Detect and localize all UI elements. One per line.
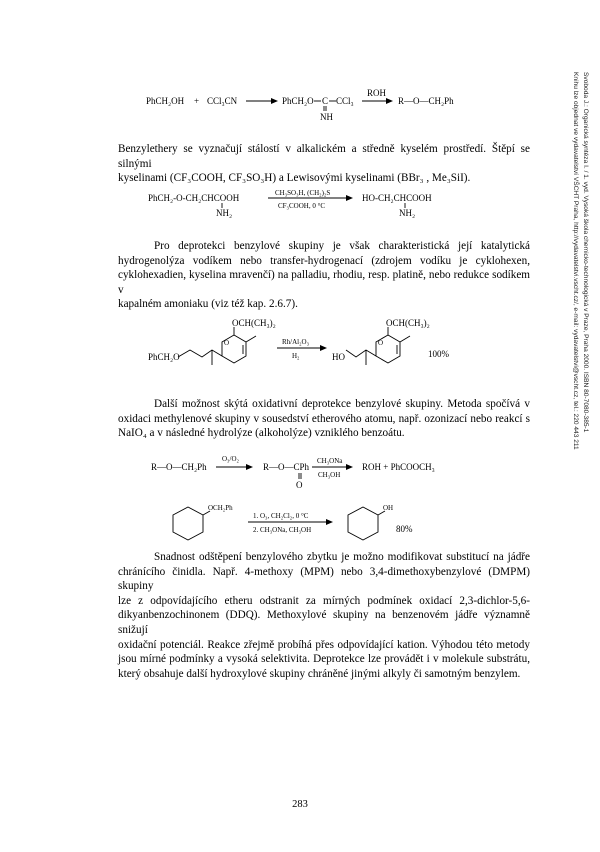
- scheme4-products: ROH + PhCOOCH₃: [362, 462, 435, 472]
- paragraph2-line1: Pro deprotekci benzylové skupiny je však charakteristická její katalytická: [154, 240, 530, 252]
- paragraph4-line6: jsou mírné podmínky a vysoká selektivita. Deprotekce lze provádět i v molekule substrátu,: [118, 653, 530, 666]
- paragraph4-line3: lze z odpovídajícího etheru odstranit za mírných podmínek oxidací 2,3-dichlor-5,6-: [118, 594, 530, 607]
- scheme1-plus: +: [194, 96, 200, 106]
- paragraph4-line7: který obsahuje další hydroxylové skupiny chráněné jinými alkyly či samotným benzylem.: [118, 667, 521, 680]
- scheme2-reactant: PhCH₂-O-CH₂CHCOOH: [148, 193, 240, 203]
- scheme3-reactant-substituent: OCH(CH₃)₂: [232, 318, 276, 328]
- scheme4-cyclo-product-oh: OH: [383, 504, 394, 512]
- scheme1-intermediate-left: PhCH₂O: [282, 96, 314, 106]
- scheme1-intermediate-nh: NH: [320, 112, 333, 122]
- scheme3-product-substituent: OCH(CH₃)₂: [386, 318, 430, 328]
- scheme4-reagent2-top: CH₃ONa: [317, 457, 343, 465]
- scheme3-product-chain: HO: [332, 352, 345, 362]
- scheme4-cyclo-reagent-top: 1. O₃, CH₂Cl₂, 0 °C: [253, 512, 309, 520]
- paragraph3-line2: oxidaci methylenové skupiny v sousedství etherového atomu, např. ozonizací nebo reakcí s: [118, 412, 530, 425]
- scheme1-reagent: ROH: [367, 88, 387, 98]
- paragraph4-line5: oxidační potenciál. Reakce zřejmě probíhá přes odpovídající kation. Výhodou této metody: [118, 638, 530, 651]
- scheme2-reagent-bottom: CF₃COOH, 0 °C: [278, 202, 326, 210]
- paragraph4-line1: Snadnost odštěpení benzylového zbytku je možno modifikovat substitucí na jádře: [154, 551, 530, 563]
- side-citation-line1: Svoboda J.: Organická syntéza I. / 1. vyd. Vysoká škola chemicko-technologická v Praze, Praha 2000. ISBN 80-7080-385-1: [582, 72, 589, 433]
- scheme4-cyclohexane-left: [173, 507, 203, 540]
- scheme1-intermediate-right: CCl₃: [336, 96, 354, 106]
- scheme4-cyclo-reagent-bottom: 2. CH₃ONa, CH₃OH: [253, 526, 312, 534]
- scheme2-product: HO-CH₂CHCOOH: [362, 193, 432, 203]
- scheme3-reagent-top: Rh/Al₂O₃: [282, 338, 310, 346]
- scheme4-intermediate-o: O: [296, 480, 303, 490]
- paragraph3-line3: NaIO₄ a v následné hydrolýze (alkoholýze) vzniklého benzoátu.: [118, 427, 405, 440]
- scheme1-product: R—O—CH₂Ph: [398, 96, 454, 106]
- paragraph3-line1: Další možnost skýtá oxidativní deprotekce benzylové skupiny. Metoda spočívá v: [154, 398, 530, 410]
- paragraph2-line3: cyklohexadien, kyselina mravenčí) na palladiu, rhodiu, resp. platině, nebo redukce sodíkem v: [118, 269, 530, 296]
- scheme4-cyclohexane-right: [348, 507, 378, 540]
- scheme4-cyclo-substituent: OCH₂Ph: [208, 504, 233, 512]
- scheme2-product-nh2: NH₂: [399, 208, 416, 218]
- scheme4-reagent1: O₃/O₂: [222, 455, 239, 463]
- paragraph2-line2: hydrogenolýza vodíkem nebo transfer-hydrogenací (zdrojem vodíku je cyklohexen,: [118, 254, 530, 267]
- paragraph2-line4: kapalném amoniaku (viz též kap. 2.6.7).: [118, 298, 298, 311]
- scheme4-reactant: R—O—CH₂Ph: [151, 462, 207, 472]
- page-number: 283: [292, 799, 308, 810]
- scheme3-reagent-bottom: H₂: [292, 352, 300, 360]
- paragraph4-line2: chránícího činidla. Např. 4-methoxy (MPM) nebo 3,4-dimethoxybenzylové (DMPM) skupiny: [118, 565, 530, 593]
- side-citation-line2: Knihu lze objednat ve vydavatelství VŠCHT Praha, http://vydavatelstvi.vscht.cz/, e-mail: vydavatelstvi@vscht.cz, tel.: 220 443 211: [572, 72, 579, 450]
- scheme1-intermediate-c: C: [322, 96, 329, 106]
- scheme3-reactant-chain: PhCH₂O: [148, 352, 180, 362]
- paragraph4-line4: dikyanbenzochinonem (DDQ). Methoxylové skupiny na benzenovém jádře významně snižují: [118, 609, 530, 636]
- scheme1-reactant2: CCl₃CN: [207, 96, 238, 106]
- scheme4-cyclo-yield: 80%: [396, 524, 413, 534]
- scheme4-intermediate: R—O—CPh: [263, 462, 310, 472]
- paragraph1-line2: kyselinami (CF₃COOH, CF₃SO₃H) a Lewisovými kyselinami (BBr₃ , Me₃SiI).: [118, 172, 471, 185]
- scheme2-reagent-top: CH₃SO₃H, (CH₂)₂S: [275, 189, 331, 197]
- scheme1-reactant1: PhCH₂OH: [146, 96, 185, 106]
- scheme3-yield: 100%: [428, 349, 449, 359]
- scheme4-reagent2-bottom: CH₃OH: [318, 471, 341, 479]
- scheme3-ring-o-left: O: [224, 339, 230, 347]
- scheme3-ring-o-right: O: [378, 339, 384, 347]
- scheme2-reactant-nh2: NH₂: [216, 208, 233, 218]
- paragraph-4: [118, 550, 530, 681]
- paragraph1-line1: Benzylethery se vyznačují stálostí v alkalickém a středně kyselém prostředí. Štěpí se silnými: [118, 143, 530, 170]
